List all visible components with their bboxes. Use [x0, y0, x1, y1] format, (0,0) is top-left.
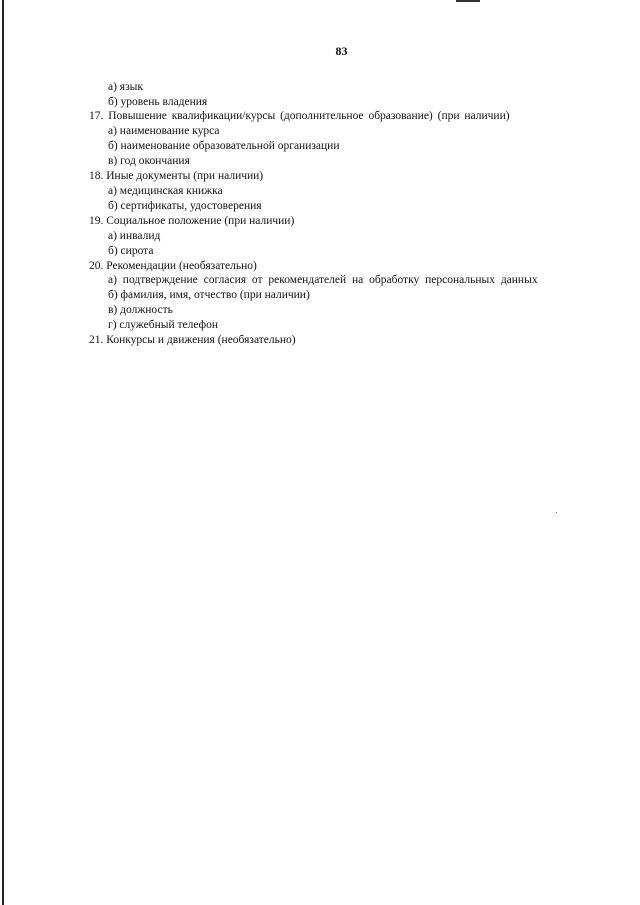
- list-item: а) язык: [108, 81, 143, 93]
- list-item: в) год окончания: [108, 155, 190, 167]
- list-item: в) должность: [108, 304, 173, 316]
- list-item: 21. Конкурсы и движения (необязательно): [89, 334, 296, 346]
- list-item: б) сертификаты, удостоверения: [108, 200, 262, 212]
- list-item: а) медицинская книжка: [108, 185, 223, 197]
- scan-speck: [556, 512, 557, 513]
- list-item: б) сирота: [108, 245, 154, 257]
- list-item: а) наименование курса: [108, 125, 220, 137]
- list-item: б) уровень владения: [108, 96, 208, 108]
- list-item: б) наименование образовательной организации: [108, 140, 340, 152]
- list-item: г) служебный телефон: [108, 319, 218, 331]
- list-item: 19. Социальное положение (при наличии): [89, 215, 295, 227]
- list-item: 20. Рекомендации (необязательно): [89, 260, 257, 272]
- list-item: а) подтверждение согласия от рекомендателей на обработку персональных данных: [108, 274, 538, 286]
- scan-edge-line: [2, 0, 4, 905]
- page-number: 83: [335, 44, 348, 58]
- list-item: а) инвалид: [108, 230, 161, 242]
- list-item: 18. Иные документы (при наличии): [89, 170, 264, 182]
- list-item: 17. Повышение квалификации/курсы (дополнительное образование) (при наличии): [89, 110, 510, 122]
- scan-edge-mark: [456, 0, 480, 2]
- list-item: б) фамилия, имя, отчество (при наличии): [108, 289, 310, 301]
